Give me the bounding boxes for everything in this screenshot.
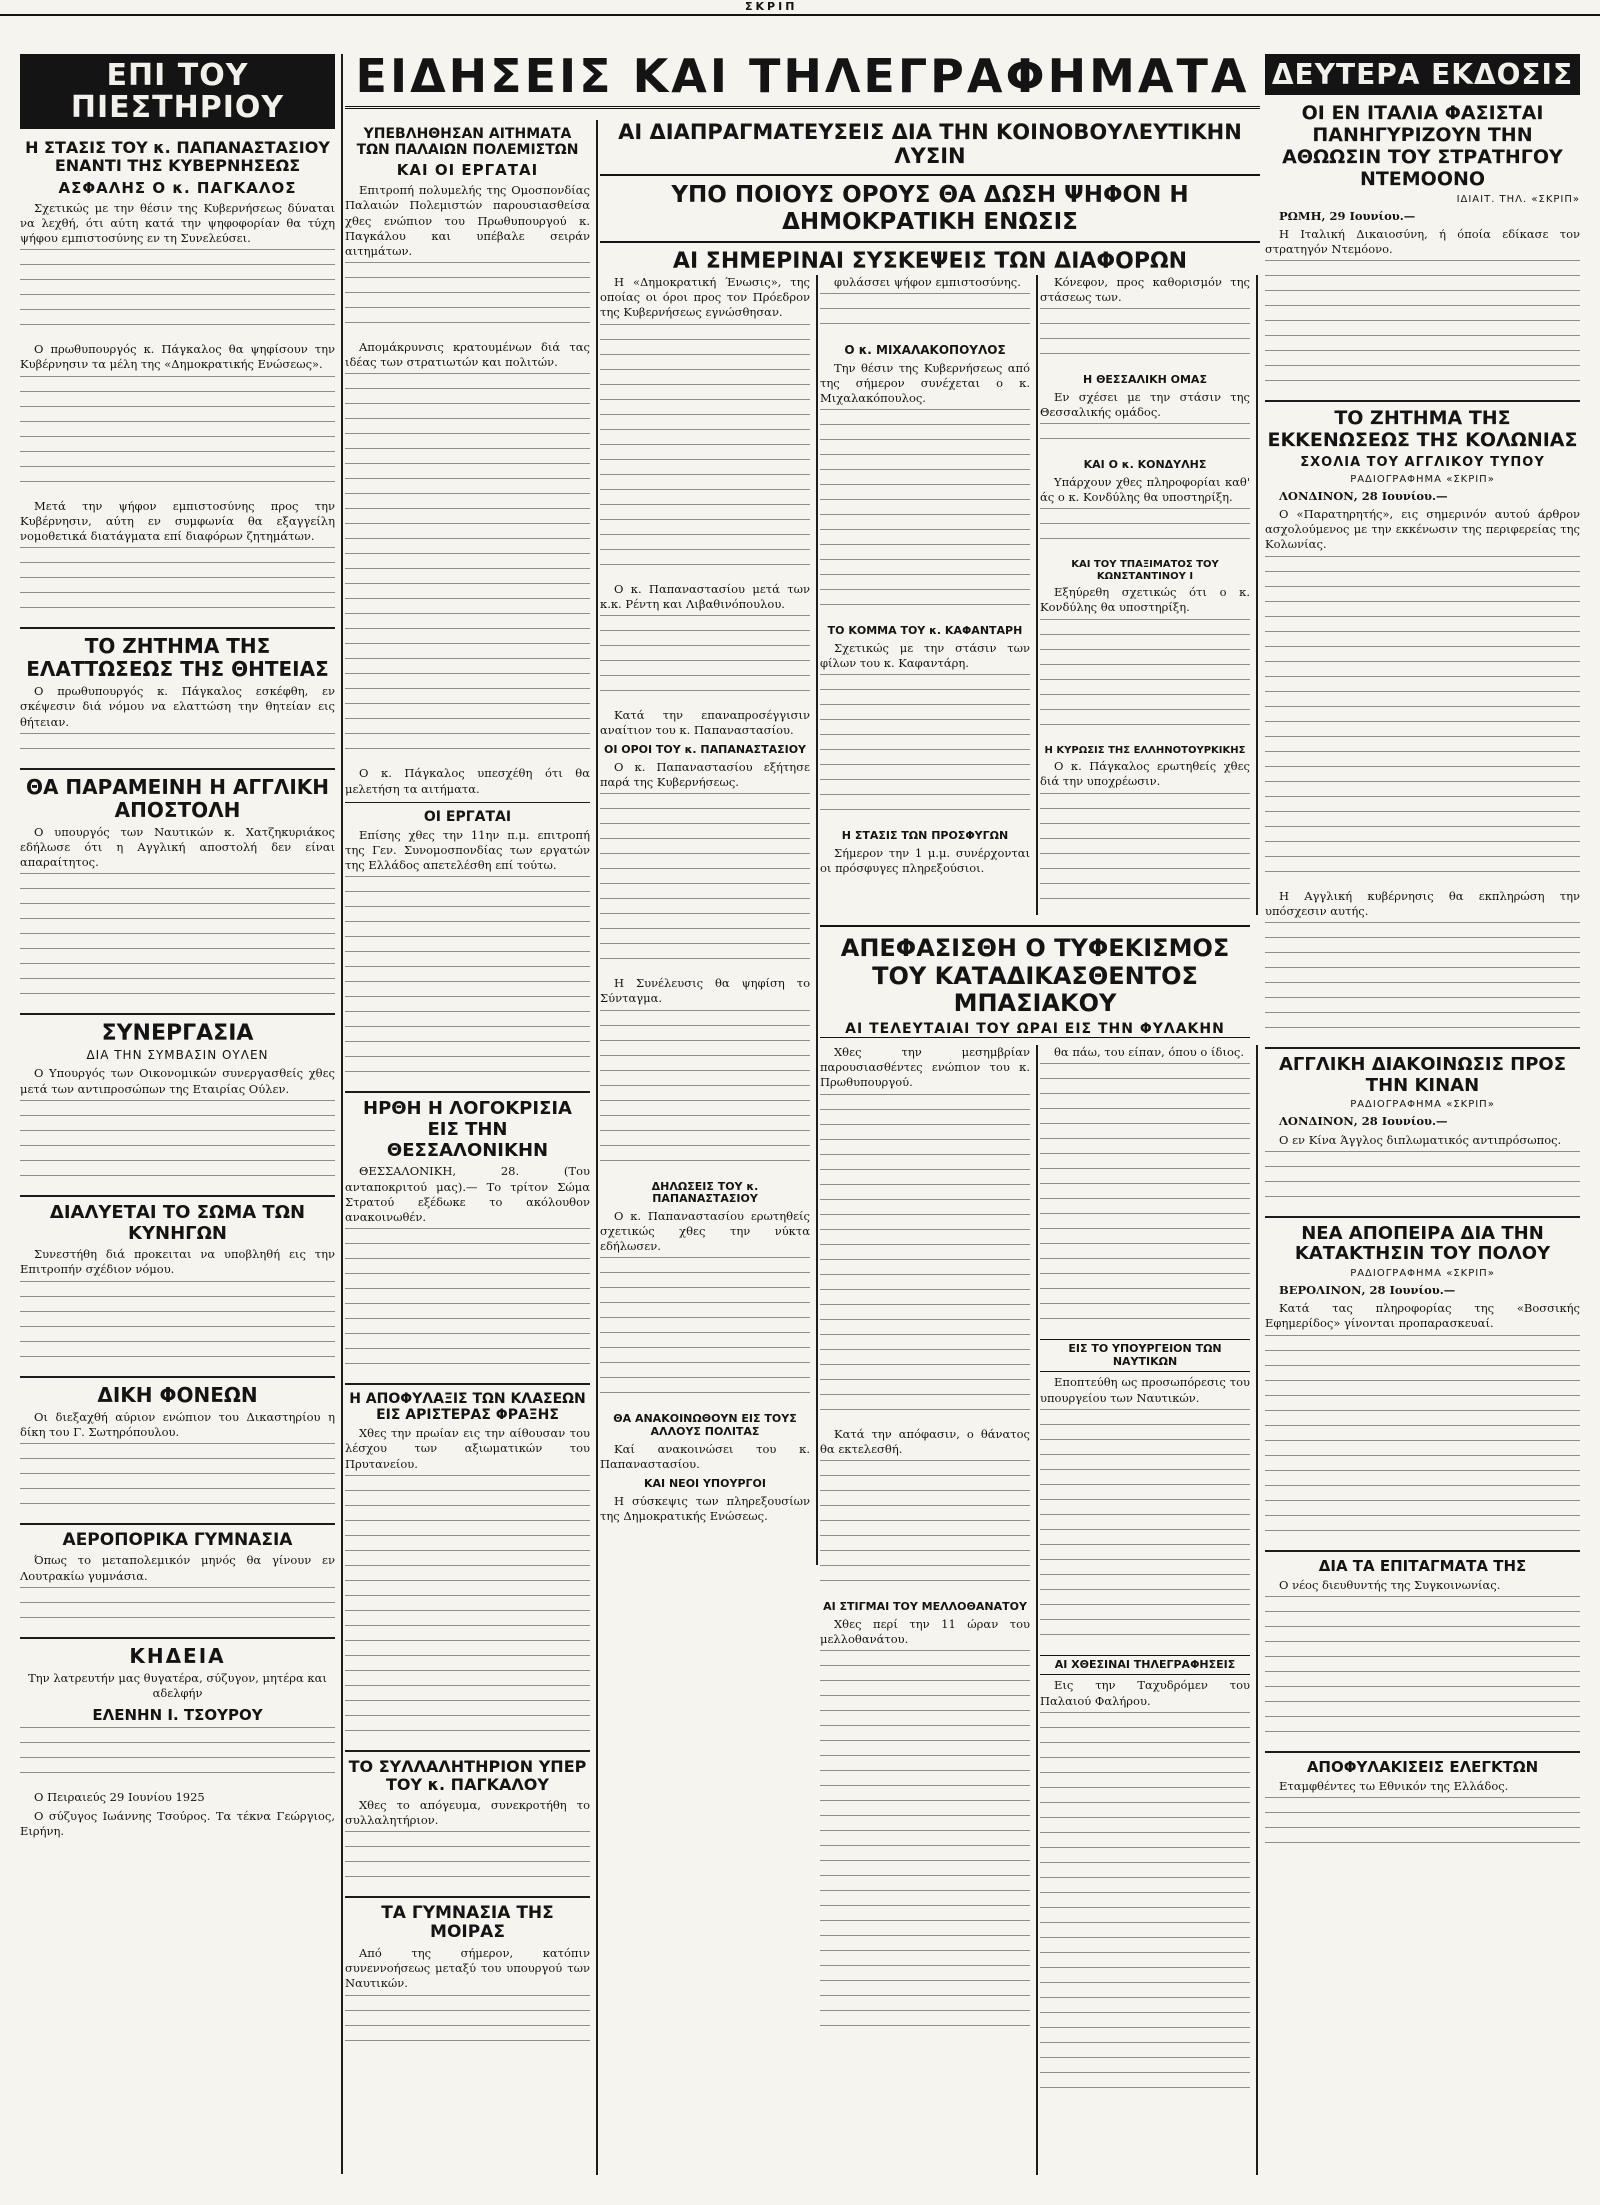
text-lines — [345, 262, 590, 337]
headline-konstantinos: ΚΑΙ ΤΟΥ ΤΠΑΞΙΜΑΤΟΣ ΤΟΥ ΚΩΝΣΤΑΝΤΙΝΟΥ Ι — [1071, 559, 1219, 582]
text-lines — [20, 1100, 335, 1190]
divider — [20, 1523, 335, 1525]
article-paragraph: Ο κ. Πάγκαλος υπεσχέθη ότι θα μελετήση τα αιτήματα. — [345, 766, 590, 796]
section-title-epi-tou-piestiriou: ΕΠΙ ΤΟΥ ΠΙΕΣΤΗΡΙΟΥ — [20, 54, 335, 129]
article-paragraph: Μετά την ψήφον εμπιστοσύνης προς την Κυβέρνησιν, αύτη εν συμφωνία θα εξαγγείλη νομοθετικά διατάγματα επί διαφόρων ζητημάτων. — [20, 498, 335, 543]
article-paragraph: Σήμερον την 1 μ.μ. συνέρχονται οι πρόσφυγες πληρεξούσιοι. — [820, 846, 1030, 876]
article-paragraph: Εξηύρεθη σχετικώς ότι ο κ. Κονδύλης θα υποστηρίξη. — [1040, 585, 1250, 615]
dateline: ΛΟΝΔΙΝΟΝ, 28 Ιουνίου.— — [1279, 1114, 1448, 1129]
center-column-2 — [345, 120, 598, 2175]
byline: ΙΔΙΑΙΤ. ΤΗΛ. «ΣΚΡΙΠ» — [1456, 193, 1580, 205]
text-lines — [20, 1727, 335, 1787]
article-paragraph: Ο κ. Παπαναστασίου ερωτηθείς σχετικώς χθες την νύκτα εδήλωσεν. — [600, 1208, 810, 1254]
headline-pole-attempt: ΝΕΑ ΑΠΟΠΕΙΡΑ ΔΙΑ ΤΗΝ ΚΑΤΑΚΤΗΣΙΝ ΤΟΥ ΠΟΛΟΥ — [1294, 1222, 1551, 1265]
divider — [345, 802, 590, 803]
divider — [20, 1637, 335, 1639]
article-paragraph: Ο «Παρατηρητής», εις σημερινόν αυτού άρθρον ασχολούμενος με την εκκένωσιν της περιφερείας της Κολωνίας. — [1265, 507, 1580, 552]
headline-refugees-stance: Η ΣΤΑΣΙΣ ΤΩΝ ΠΡΟΣΦΥΓΩΝ — [841, 829, 1009, 843]
center-column-4 — [820, 275, 1038, 915]
article-paragraph: Όπως το μεταπολεμικόν μηνός θα γίνουν εν Λουτρακίω γυμνάσια. — [20, 1553, 335, 1583]
article-paragraph: Ο εν Κίνα Άγγλος διπλωματικός αντιπρόσωπος. — [1279, 1132, 1562, 1147]
subheadline-last-hours: ΑΙ ΤΕΛΕΥΤΑΙΑΙ ΤΟΥ ΩΡΑΙ ΕΙΣ ΤΗΝ ΦΥΛΑΚΗΝ — [845, 1020, 1225, 1037]
subheadline-workers: ΚΑΙ ΟΙ ΕΡΓΑΤΑΙ — [396, 161, 539, 180]
masthead-strip — [0, 0, 1600, 16]
article-paragraph: Ο νέος διευθυντής της Συγκοινωνίας. — [1279, 1577, 1501, 1592]
subheadline-english-press: ΣΧΟΛΙΑ ΤΟΥ ΑΓΓΛΙΚΟΥ ΤΥΠΟΥ — [1300, 454, 1545, 470]
article-paragraph: Κατά την επαναπροσέγγισιν αναίτιον του κ. Παπαναστασίου. — [600, 707, 810, 738]
article-paragraph: Σχετικώς με την θέσιν της Κυβερνήσεως δύναται να λεχθή, ότι αύτη κατά την ψηφοφορίαν θα τύχη ψήφου εμπιστοσύνης εν τη Συνελεύσει. — [20, 200, 335, 246]
right-column — [1265, 54, 1580, 2174]
divider — [20, 627, 335, 629]
article-paragraph: Η Ιταλική Δικαιοσύνη, ή όποία εδίκασε τον στρατηγόν Ντεμόονο. — [1265, 226, 1580, 257]
headline-kafantaris-party: ΤΟ ΚΟΜΜΑ ΤΟΥ κ. ΚΑΦΑΝΤΑΡΗ — [827, 624, 1023, 638]
lead-headline-2: ΥΠΟ ΠΟΙΟΥΣ ΟΡΟΥΣ ΘΑ ΔΩΣΗ ΨΗΦΟΝ Η ΔΗΜΟΚΡΑΤΙΚΗ ΕΝΩΣΙΣ — [600, 182, 1260, 243]
center-column-5 — [1040, 275, 1258, 915]
text-lines — [1040, 508, 1250, 553]
text-lines — [1040, 1712, 1250, 2102]
headline-censorship-lifted: ΗΡΘΗ Η ΛΟΓΟΚΡΙΣΙΑ ΕΙΣ ΤΗΝ ΘΕΣΣΑΛΟΝΙΚΗΝ — [363, 1098, 572, 1161]
funeral-date: Ο Πειραιεύς 29 Ιουνίου 1925 — [34, 1790, 205, 1805]
headline-michalakopoulos: Ο κ. ΜΙΧΑΛΑΚΟΠΟΥΛΟΣ — [844, 343, 1006, 358]
text-lines — [345, 876, 590, 1086]
text-lines — [1040, 1063, 1250, 1333]
article-paragraph: φυλάσσει ψήφον εμπιστοσύνης. — [834, 275, 1021, 289]
headline-murderers-trial: ΔΙΚΗ ΦΟΝΕΩΝ — [97, 1382, 258, 1407]
byline: ΡΑΔΙΟΓΡΑΦΗΜΑ «ΣΚΡΙΠ» — [1350, 1099, 1495, 1111]
article-paragraph: Κατά την απόφασιν, ο θάνατος θα εκτελεσθή. — [820, 1426, 1030, 1456]
divider — [1265, 1751, 1580, 1753]
funeral-notice-text: Την λατρευτήν μας θυγατέρα, σύζυγον, μητέρα και αδελφήν — [28, 1670, 327, 1700]
headline-rally: ΤΟ ΣΥΛΛΑΛΗΤΗΡΙΟΝ ΥΠΕΡ ΤΟΥ κ. ΠΑΓΚΑΛΟΥ — [348, 1756, 587, 1795]
text-lines — [345, 1995, 590, 2055]
text-lines — [1265, 1335, 1580, 1545]
text-lines — [20, 547, 335, 622]
article-paragraph: Εις την Ταχυδρόμεν του Παλαιού Φαλήρου. — [1040, 1678, 1250, 1708]
headline-new-ministers: ΚΑΙ ΝΕΟΙ ΥΠΟΥΡΓΟΙ — [644, 1476, 766, 1490]
text-lines — [1265, 1151, 1580, 1211]
execution-article-col-b — [1040, 1045, 1258, 2175]
article-paragraph: Επιτροπή πολυμελής της Ομοσπονδίας Παλαιών Πολεμιστών παρουσιασθείσα χθες ενώπιον του Πρωθυπουργού κ. Παγκάλου και υπέβαλε σειράν αιτημάτων. — [345, 183, 590, 258]
article-paragraph: Ο κ. Παπαναστασίου μετά των κ.κ. Ρέντη και Λιβαθινόπουλου. — [600, 581, 810, 611]
article-paragraph: Χθες περί την 11 ώραν του μελλοθανάτου. — [820, 1616, 1030, 1646]
article-paragraph: Εταμφθέντες τω Εθνικόν της Ελλάδος. — [1279, 1779, 1509, 1794]
headline-italy-fascists: ΟΙ ΕΝ ΙΤΑΛΙΑ ΦΑΣΙΣΤΑΙ ΠΑΝΗΓΥΡΙΖΟΥΝ ΤΗΝ ΑΘΩΩΣΙΝ ΤΟΥ ΣΤΡΑΤΗΓΟΥ ΝΤΕΜΟΟΝΟ — [1282, 102, 1563, 190]
subheadline-ulen: ΔΙΑ ΤΗΝ ΣΥΜΒΑΣΙΝ ΟΥΛΕΝ — [86, 1048, 269, 1063]
text-lines — [820, 1460, 1030, 1595]
article-paragraph: θα πάω, του είπαν, όπου ο ίδιος. — [1054, 1045, 1244, 1059]
funeral-signatories: Ο σύζυγος Ιωάννης Τσούρος. Τα τέκνα Γεώργιος, Ειρήνη. — [20, 1808, 335, 1838]
divider — [1265, 400, 1580, 402]
article-paragraph: Ο υπουργός των Ναυτικών κ. Χατζηκυριάκος εδήλωσε ότι η Αγγλική αποστολή δεν είναι απαραίτητος. — [20, 824, 335, 870]
headline-synergasia: ΣΥΝΕΡΓΑΣΙΑ — [101, 1021, 254, 1047]
article-paragraph: Συνεστήθη διά προκειται να υποβληθή εις την Επιτροπήν σχέδιον νόμου. — [20, 1247, 335, 1277]
headline-hunters-corps: ΔΙΑΛΥΕΤΑΙ ΤΟ ΣΩΜΑ ΤΩΝ ΚΥΝΗΓΩΝ — [49, 1201, 306, 1244]
text-lines — [1040, 793, 1250, 913]
headline-thiteia: ΤΟ ΖΗΤΗΜΑ ΤΗΣ ΕΛΑΤΤΩΣΕΩΣ ΤΗΣ ΘΗΤΕΙΑΣ — [26, 634, 329, 682]
headline-air-exercises: ΑΕΡΟΠΟΡΙΚΑ ΓΥΜΝΑΣΙΑ — [62, 1529, 293, 1550]
divider — [20, 1376, 335, 1378]
headline-old-warriors: ΥΠΕΒΛΗΘΗΣΑΝ ΑΙΤΗΜΑΤΑ ΤΩΝ ΠΑΛΑΙΩΝ ΠΟΛΕΜΙΣΤΩΝ — [356, 126, 579, 159]
text-lines — [600, 324, 810, 579]
article-paragraph: Ο κ. Πάγκαλος ερωτηθείς χθες διά την υποχρέωσιν. — [1040, 759, 1250, 789]
text-lines — [600, 615, 810, 705]
article-paragraph: Εποπτεύθη ως προσωπόρεσις του υπουργείου των Ναυτικών. — [1040, 1375, 1250, 1405]
byline: ΡΑΔΙΟΓΡΑΦΗΜΑ «ΣΚΡΙΠ» — [1350, 1268, 1495, 1280]
article-paragraph: Εν σχέσει με την στάσιν της Θεσσαλικής ομάδος. — [1040, 389, 1250, 420]
headline-workers: ΟΙ ΕΡΓΑΤΑΙ — [423, 808, 512, 825]
text-lines — [1040, 1409, 1250, 1649]
text-lines — [1040, 619, 1250, 739]
dateline: ΛΟΝΔΙΝΟΝ, 28 Ιουνίου.— — [1279, 488, 1448, 503]
article-paragraph: Ο πρωθυπουργός κ. Πάγκαλος θα ψηφίσουν την Κυβέρνησιν τα μέλη της «Δημοκρατικής Ενώσεως». — [20, 342, 335, 372]
byline: ΡΑΔΙΟΓΡΑΦΗΜΑ «ΣΚΡΙΠ» — [1350, 473, 1495, 485]
headline-papanastasiou-terms: ΟΙ ΟΡΟΙ ΤΟΥ κ. ΠΑΠΑΝΑΣΤΑΣΙΟΥ — [603, 743, 807, 757]
divider — [345, 1091, 590, 1093]
article-paragraph: Η Συνέλευσις θα ψηφίση το Σύνταγμα. — [600, 976, 810, 1006]
text-lines — [1040, 423, 1250, 453]
divider — [345, 1750, 590, 1752]
headline-class-release: Η ΑΠΟΦΥΛΑΞΙΣ ΤΩΝ ΚΛΑΣΕΩΝ ΕΙΣ ΑΡΙΣΤΕΡΑΣ ΦΡΑΞΗΣ — [349, 1391, 586, 1424]
article-paragraph: Η Αγγλική κυβέρνησις θα εκπληρώση την υπόσχεσιν αυτής. — [1265, 888, 1580, 918]
article-paragraph: Σχετικώς με την στάσιν των φίλων του κ. Καφαντάρη. — [820, 641, 1030, 671]
text-lines — [600, 793, 810, 973]
headline-greco-turkish: Η ΚΥΡΩΣΙΣ ΤΗΣ ΕΛΛΗΝΟΤΟΥΡΚΙΚΗΣ — [1044, 744, 1246, 756]
headline-auditor-releases: ΑΠΟΦΥΛΑΚΙΣΕΙΣ ΕΛΕΓΚΤΩΝ — [1306, 1758, 1539, 1777]
text-lines — [820, 1650, 1030, 2040]
divider — [345, 1896, 590, 1898]
execution-article-col-a — [820, 1045, 1038, 2175]
article-paragraph: Οι διεξαχθή αύριον ενώπιον του Δικαστηρίου η δίκη του Γ. Σωτηρόπουλου. — [20, 1409, 335, 1439]
headline-funeral: ΚΗΔΕΙΑ — [129, 1643, 226, 1668]
text-lines — [1265, 922, 1580, 1042]
text-lines — [1040, 308, 1250, 368]
text-lines — [1265, 1596, 1580, 1746]
headline-yesterday-telegrams: ΑΙ ΧΘΕΣΙΝΑΙ ΤΗΛΕΓΡΑΦΗΣΕΙΣ — [1040, 1655, 1250, 1676]
text-lines — [600, 1257, 810, 1407]
dateline: ΒΕΡΟΛΙΝΟΝ, 28 Ιουνίου.— — [1279, 1283, 1456, 1298]
headline-china-note: ΑΓΓΛΙΚΗ ΔΙΑΚΟΙΝΩΣΙΣ ΠΡΟΣ ΤΗΝ ΚΙΝΑΝ — [1278, 1054, 1567, 1096]
divider — [1265, 1047, 1580, 1049]
headline-announce-others: ΘΑ ΑΝΑΚΟΙΝΩΘΟΥΝ ΕΙΣ ΤΟΥΣ ΑΛΛΟΥΣ ΠΟΛΙΤΑΣ — [613, 1412, 797, 1438]
text-lines — [820, 293, 1030, 338]
center-column-3 — [600, 275, 818, 1565]
divider — [20, 768, 335, 770]
article-paragraph: Από της σήμερον, κατόπιν συνεννοήσεως μεταξύ του υπουργού των Ναυτικών. — [345, 1946, 590, 1991]
funeral-name: ΕΛΕΝΗΝ Ι. ΤΣΟΥΡΟΥ — [92, 1706, 263, 1725]
article-paragraph: Ο Υπουργός των Οικονομικών συνεργασθείς χθες μετά των αντιπροσώπων της Εταιρίας Ούλεν. — [20, 1066, 335, 1096]
lead-headline-3: ΑΙ ΣΗΜΕΡΙΝΑΙ ΣΥΣΚΕΨΕΙΣ ΤΩΝ ΔΙΑΦΟΡΩΝ — [672, 249, 1188, 270]
text-lines — [345, 1228, 590, 1378]
headline-execution: ΑΠΕΦΑΣΙΣΘΗ Ο ΤΥΦΕΚΙΣΜΟΣ ΤΟΥ ΚΑΤΑΔΙΚΑΣΘΕΝΤΟΣ ΜΠΑΣΙΑΚΟΥ — [840, 934, 1230, 1018]
text-lines — [1265, 260, 1580, 395]
lead-headline-1: ΑΙ ΔΙΑΠΡΑΓΜΑΤΕΥΣΕΙΣ ΔΙΑ ΤΗΝ ΚΟΙΝΟΒΟΥΛΕΥΤΙΚΗΝ ΛΥΣΙΝ — [600, 120, 1260, 176]
subheadline-pangalos-safe: ΑΣΦΑΛΗΣ Ο κ. ΠΑΓΚΑΛΟΣ — [58, 178, 297, 197]
article-paragraph: Ο πρωθυπουργός κ. Πάγκαλος εσκέφθη, εν σκέψεσιν διά νόμου να ελαττώση την θητείαν εις θήτειαν. — [20, 684, 335, 729]
text-lines — [1265, 556, 1580, 886]
text-lines — [20, 733, 335, 763]
text-lines — [20, 1587, 335, 1632]
article-paragraph: Απομάκρυνσις κρατουμένων διά τας ιδέας των στρατιωτών και πολιτών. — [345, 340, 590, 370]
text-lines — [20, 873, 335, 1008]
text-lines — [20, 249, 335, 339]
text-lines — [20, 1443, 335, 1518]
article-paragraph: Η σύσκεψις των πληρεξουσίων της Δημοκρατικής Ενώσεως. — [600, 1493, 810, 1523]
text-lines — [20, 1281, 335, 1371]
headline-english-mission: ΘΑ ΠΑΡΑΜΕΙΝΗ Η ΑΓΓΛΙΚΗ ΑΠΟΣΤΟΛΗ — [25, 774, 330, 822]
article-paragraph: Ο κ. Παπαναστασίου εξήτησε παρά της Κυβερνήσεως. — [600, 759, 810, 790]
article-paragraph: Καί ανακοινώσει του κ. Παπαναστασίου. — [600, 1441, 810, 1471]
article-paragraph: Επίσης χθες την 11ην π.μ. επιτροπή της Γεν. Συνομοσπονδίας των εργατών της Ελλάδος απετελέσθη επί τούτω. — [345, 827, 590, 873]
article-paragraph: Υπάρχουν χθες πληροφορίαι καθ' άς ο κ. Κονδύλης θα υποστηρίξη. — [1040, 474, 1250, 505]
divider — [345, 1383, 590, 1385]
text-lines — [345, 1475, 590, 1745]
divider — [20, 1195, 335, 1197]
paper-name: ΣΚΡΙΠ — [745, 0, 798, 13]
headline-mandates: ΔΙΑ ΤΑ ΕΠΙΤΑΓΜΑΤΑ ΤΗΣ — [1318, 1556, 1527, 1575]
headline-cologne-evacuation: ΤΟ ΖΗΤΗΜΑ ΤΗΣ ΕΚΚΕΝΩΣΕΩΣ ΤΗΣ ΚΟΛΩΝΙΑΣ — [1267, 407, 1578, 452]
headline-papanastasiou-statements: ΔΗΛΩΣΕΙΣ ΤΟΥ κ. ΠΑΠΑΝΑΣΤΑΣΙΟΥ — [651, 1179, 759, 1206]
headline-fleet-exercises: ΤΑ ΓΥΜΝΑΣΙΑ ΤΗΣ ΜΟΙΡΑΣ — [381, 1902, 554, 1943]
text-lines — [820, 409, 1030, 619]
text-lines — [600, 1010, 810, 1175]
headline-papanastasiou-stance: Η ΣΤΑΣΙΣ ΤΟΥ κ. ΠΑΠΑΝΑΣΤΑΣΙΟΥ ΕΝΑΝΤΙ ΤΗΣ ΚΥΒΕΡΝΗΣΕΩΣ — [25, 138, 330, 176]
article-paragraph: Χθες την πρωίαν εις την αίθουσαν του λέσχου των αξιωματικών του Πρυτανείου. — [345, 1426, 590, 1471]
lead-headline-block — [600, 120, 1260, 270]
section-title-second-edition: ΔΕΥΤΕΡΑ ΕΚΔΟΣΙΣ — [1265, 54, 1580, 95]
banner-news-telegrams: ΕΙΔΗΣΕΙΣ ΚΑΙ ΤΗΛΕΓΡΑΦΗΜΑΤΑ — [345, 52, 1260, 109]
text-lines — [820, 674, 1030, 824]
divider — [1265, 1216, 1580, 1218]
left-column — [20, 54, 343, 2174]
dateline: ΡΩΜΗ, 29 Ιουνίου.— — [1279, 208, 1416, 223]
text-lines — [345, 373, 590, 763]
text-lines — [20, 376, 335, 496]
article-paragraph: Κατά τας πληροφορίας της «Βοσσικής Εφημερίδος» γίνονται προπαρασκευαί. — [1265, 1301, 1580, 1331]
divider — [20, 1013, 335, 1015]
article-paragraph: Κόνεφον, προς καθορισμόν της στάσεως των. — [1040, 275, 1250, 305]
text-lines — [1265, 1797, 1580, 1857]
article-paragraph: ΘΕΣΣΑΛΟΝΙΚΗ, 28. (Του ανταποκριτού μας).— Το τρίτον Σώμα Στρατού εξέδωκε το ακόλουθον ανακοινωθέν. — [345, 1164, 590, 1224]
text-lines — [345, 1831, 590, 1891]
headline-last-moments: ΑΙ ΣΤΙΓΜΑΙ ΤΟΥ ΜΕΛΛΟΘΑΝΑΤΟΥ — [823, 1599, 1027, 1613]
article-paragraph: Την θέσιν της Κυβερνήσεως από της σήμερον συνέχεται ο κ. Μιχαλακόπουλος. — [820, 360, 1030, 406]
headline-thessaly-group: Η ΘΕΣΣΑΛΙΚΗ ΟΜΑΣ — [1083, 373, 1207, 387]
headline-kondylis: ΚΑΙ Ο κ. ΚΟΝΔΥΛΗΣ — [1083, 458, 1207, 472]
execution-article-header — [820, 925, 1250, 1038]
headline-navy-ministry: ΕΙΣ ΤΟ ΥΠΟΥΡΓΕΙΟΝ ΤΩΝ ΝΑΥΤΙΚΩΝ — [1040, 1339, 1250, 1372]
text-lines — [820, 1094, 1030, 1424]
divider — [1265, 1550, 1580, 1552]
article-paragraph: Χθες την μεσημβρίαν παρουσιασθέντες ενώπιον του κ. Πρωθυπουργού. — [820, 1045, 1030, 1090]
article-paragraph: Η «Δημοκρατική Ένωσις», της οποίας οι όροι προς τον Πρόεδρον της Κυβερνήσεως εγνώσθησαν. — [600, 275, 810, 320]
article-paragraph: Χθες το απόγευμα, συνεκροτήθη το συλλαλητήριον. — [345, 1797, 590, 1827]
